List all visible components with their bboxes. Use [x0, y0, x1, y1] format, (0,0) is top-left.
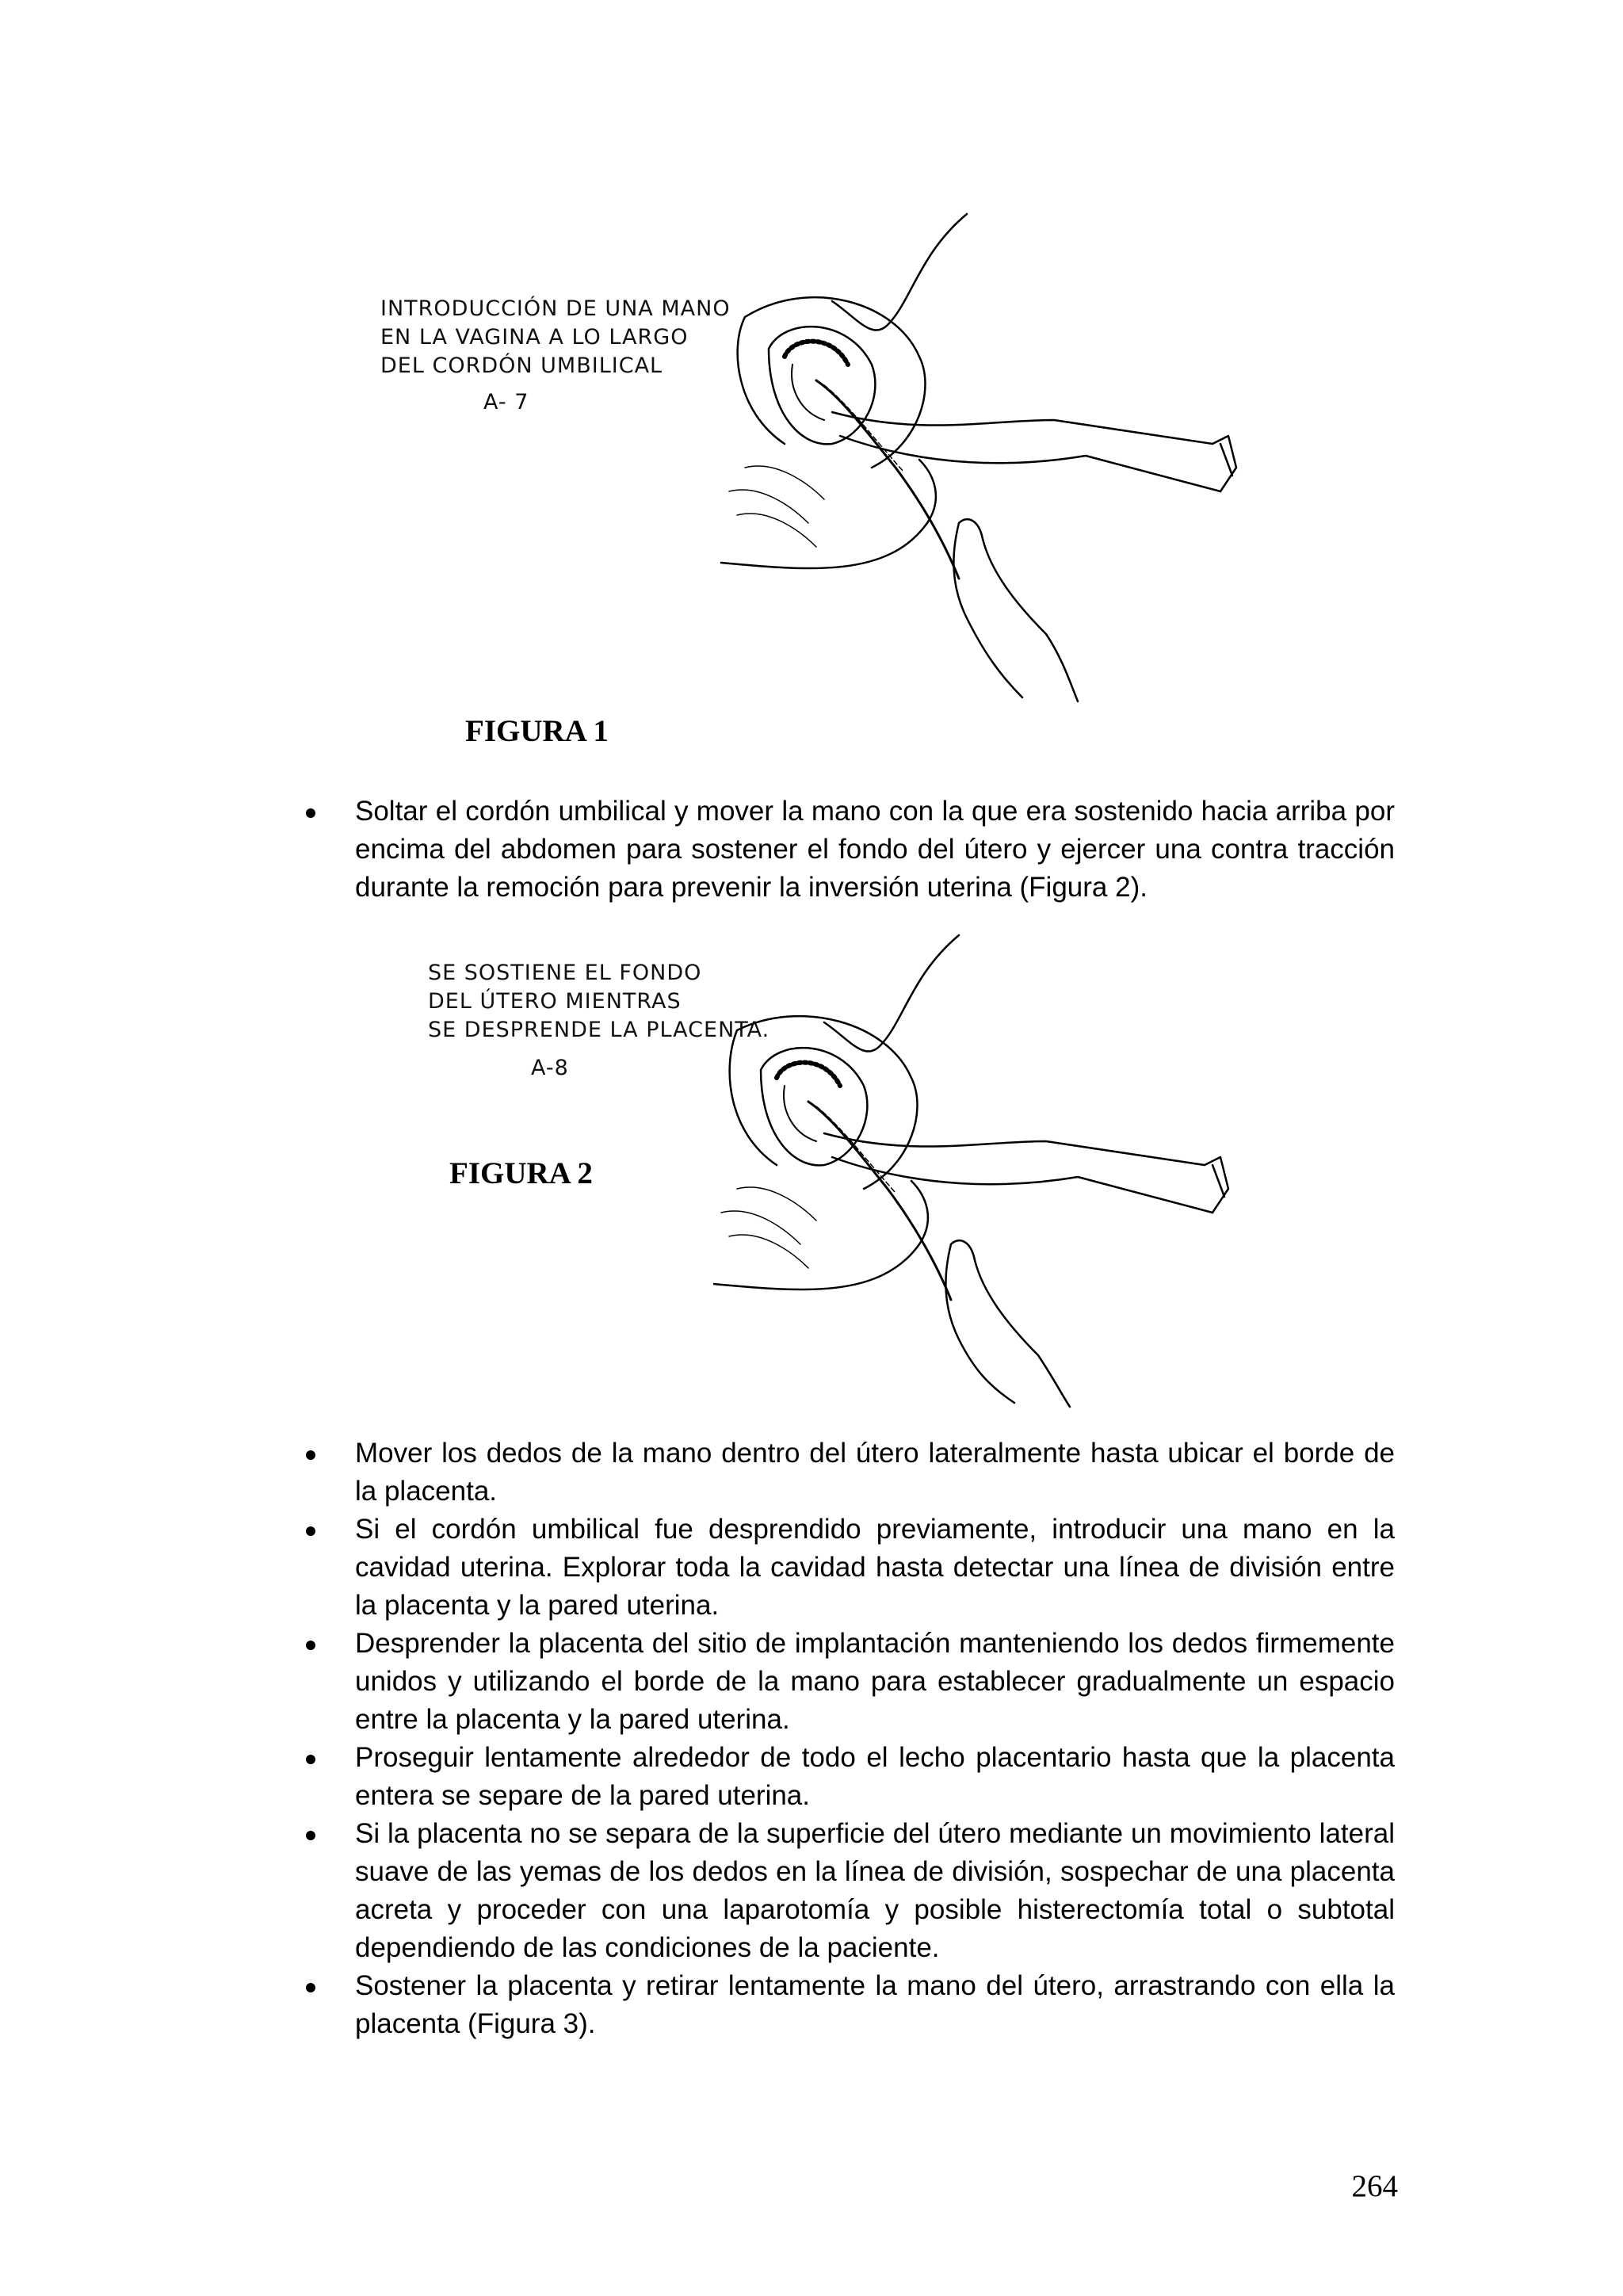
list-item — [301, 1625, 1395, 1739]
bullet-icon — [306, 1983, 315, 1992]
figure-1-caption-line: DEL CORDÓN UMBILICAL — [380, 353, 663, 378]
list-item — [301, 1967, 1395, 2043]
list-item-text: Desprender la placenta del sitio de implantación manteniendo los dedos firmemente unidos y utilizando el borde de la mano para establecer gradualmente un espacio entre la placenta y la pared uterina. — [355, 1628, 1395, 1735]
list-item-text: Soltar el cordón umbilical y mover la mano con la que era sostenido hacia arriba por encima del abdomen para sostener el fondo del útero y ejercer una contra tracción durante la remoción para prevenir la inversión uterina (Figura 2). — [355, 796, 1395, 903]
figure-2-caption-line: SE DESPRENDE LA PLACENTA. — [428, 1018, 770, 1042]
list-item — [301, 1511, 1395, 1625]
list-item-text: Proseguir lentamente alrededor de todo el lecho placentario hasta que la placenta entera se separe de la pared uterina. — [355, 1742, 1395, 1811]
figure-1-title: FIGURA 1 — [465, 714, 609, 748]
bullet-icon — [306, 1526, 315, 1536]
bullet-icon — [306, 1831, 315, 1840]
figure-1-caption — [380, 295, 731, 417]
figure-2-caption-line: SE SOSTIENE EL FONDO — [428, 961, 702, 985]
figure-1-caption-line: INTRODUCCIÓN DE UNA MANO — [380, 296, 731, 321]
list-item-text: Mover los dedos de la mano dentro del útero lateralmente hasta ubicar el borde de la placenta. — [355, 1438, 1395, 1507]
figure-1-illustration — [713, 206, 1300, 705]
list-item — [301, 1435, 1395, 1511]
list-item-text: Si el cordón umbilical fue desprendido previamente, introducir una mano en la cavidad uterina. Explorar toda la cavidad hasta detectar una línea de división entre la placenta y la pared uterina. — [355, 1514, 1395, 1621]
list-item-text: Sostener la placenta y retirar lentamente la mano del útero, arrastrando con ella la placenta (Figura 3). — [355, 1970, 1395, 2039]
bullet-icon — [306, 1755, 315, 1764]
bullet-icon — [306, 808, 315, 818]
list-item — [301, 1815, 1395, 1967]
figure-2-caption-line: DEL ÚTERO MIENTRAS — [428, 989, 682, 1014]
figure-1-caption-line: EN LA VAGINA A LO LARGO — [380, 325, 689, 350]
bullet-icon — [306, 1450, 315, 1460]
figure-2-code: A-8 — [531, 1056, 569, 1080]
bullet-list-bottom — [301, 1435, 1395, 2043]
list-item-text: Si la placenta no se separa de la superficie del útero mediante un movimiento lateral suave de las yemas de los dedos en la línea de división, sospechar de una placenta acreta y proceder con una laparotomía y posible histerectomía total o subtotal dependiendo de las condiciones de la paciente. — [355, 1818, 1395, 1963]
figure-1-code: A- 7 — [483, 390, 529, 415]
figure-2-illustration — [713, 927, 1300, 1411]
page-number: 264 — [1351, 2169, 1398, 2203]
list-item — [301, 1739, 1395, 1815]
bullet-list-top — [301, 793, 1395, 907]
bullet-icon — [306, 1641, 315, 1650]
figure-2-title: FIGURA 2 — [449, 1156, 593, 1190]
list-item — [301, 793, 1395, 907]
